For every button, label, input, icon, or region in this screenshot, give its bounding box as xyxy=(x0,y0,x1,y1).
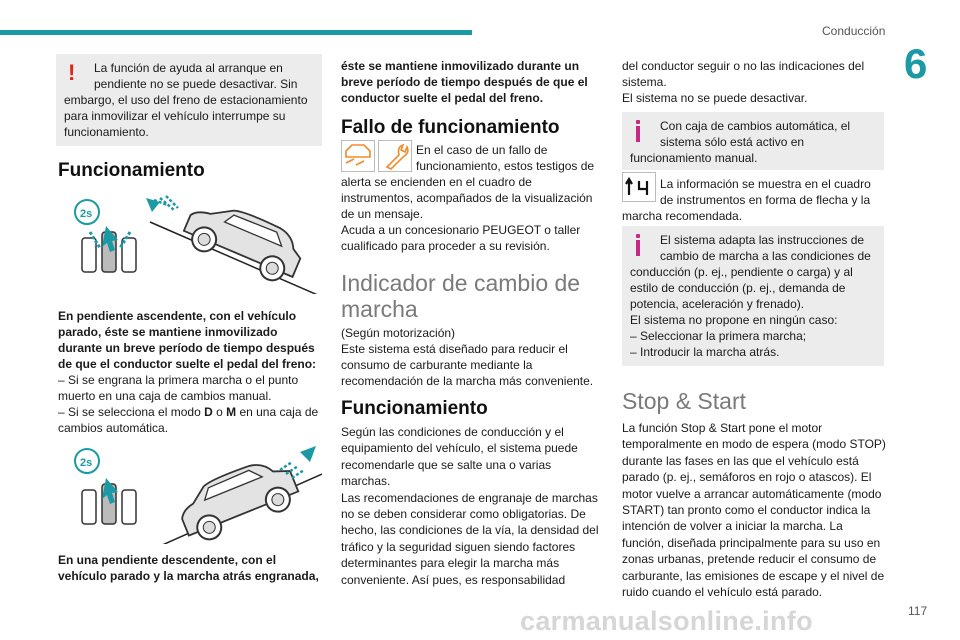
header-accent-bar xyxy=(0,30,472,35)
heading-indicador: Indicador de cambio de marcha xyxy=(341,270,581,322)
info1-line-1: Con caja de cambios automática, el xyxy=(660,119,851,133)
chapter-number: 6 xyxy=(904,40,928,87)
gear-indicator-text: (Según motorización) Este sistema está diseñado para reducir el consumo de carburante mediante la recomendación de la marcha más conveniente. xyxy=(341,326,594,388)
mode-m-label: M xyxy=(226,405,237,419)
arrow-text-line-3: marcha recomendada. xyxy=(622,209,743,223)
downhill-condition: En una pendiente descendente, con el vehículo parado y la marcha atrás engranada, xyxy=(58,553,319,583)
uphill-item-auto-pre: – Si se selecciona el modo xyxy=(58,405,205,419)
warning-line-1: La función de ayuda al arranque en xyxy=(94,61,283,75)
uphill-illustration xyxy=(70,192,322,294)
gear-operation-text: Según las condiciones de conducción y el equipamiento del vehículo, el sistema puede recomendarle que se salte una o varias marchas. Las recomendaciones de engranaje de marchas no se deben considerar como obligatorias. De hecho, las condiciones de la vía, la densidad del tráfico y la seguridad siguen siendo factores determinantes para elegir la marcha más conveniente. Así pues, es responsabilidad xyxy=(341,425,599,587)
uphill-condition: En pendiente ascendente, con el vehículo parado, éste se mantiene inmovilizado durante un breve período de tiempo después de que el conductor suelte el pedal del freno: xyxy=(58,309,317,371)
uphill-car-svg xyxy=(70,192,322,294)
warning-line-3: embargo, el uso del freno de estacionamiento xyxy=(64,93,308,107)
uphill-item-auto-post: en una caja de cambios automática. xyxy=(58,405,319,435)
fault-text: alerta se encienden en el cuadro de instrumentos, acompañados de la visualización de un mensaje. Acuda a un concesionario PEUGEOT o taller cualificado para proceder a su revisión. xyxy=(341,175,593,253)
svg-text:2s: 2s xyxy=(80,457,93,469)
info2-rest: conducción (p. ej., pendiente o carga) y al estilo de conducción (p. ej., demanda de potencia, aceleración y frenado). El sistema no propone en ningún caso: – Seleccionar la primera marcha; – Introducir la marcha atrás. xyxy=(630,265,853,359)
timer-badge-text: 2s xyxy=(80,208,93,220)
warning-box xyxy=(56,54,322,146)
watermark: carmanualsonline.info xyxy=(520,606,813,636)
heading-fallo: Fallo de funcionamiento xyxy=(341,117,560,138)
backward-roll-arrow-icon xyxy=(146,198,160,212)
heading-funcionamiento-1: Funcionamiento xyxy=(58,160,205,181)
warning-line-2: pendiente no se puede desactivar. Sin xyxy=(94,77,298,91)
info-icon-2 xyxy=(636,234,640,256)
page-number: 117 xyxy=(908,604,928,618)
info-box-automatic xyxy=(622,112,884,170)
gear-shift-arrow-icon xyxy=(622,172,656,202)
warning-line-5: funcionamiento. xyxy=(64,125,149,139)
forward-roll-arrow-icon xyxy=(300,446,316,462)
clutch-pedal-icon xyxy=(82,238,96,272)
info1-line-2: sistema sólo está activo en xyxy=(660,135,805,149)
uphill-item-automatic xyxy=(58,404,324,436)
arrow-text-line-2: de instrumentos en forma de flecha y la xyxy=(660,193,871,207)
info2-line-2: cambio de marcha a las condiciones de xyxy=(660,249,871,263)
info-box-adapt xyxy=(622,226,884,366)
downhill-car-svg xyxy=(70,444,322,544)
fault-text-line-1: En el caso de un fallo de xyxy=(416,143,548,157)
fault-text-line-2: funcionamiento, estos testigos de xyxy=(416,159,595,173)
section-title: Conducción xyxy=(822,24,886,38)
warning-exclamation-icon: ! xyxy=(68,60,76,85)
downhill-illustration xyxy=(70,444,322,544)
uphill-item-manual: – Si se engrana la primera marcha o el punto muerto en una caja de cambios manual. xyxy=(58,373,299,403)
info2-line-1: El sistema adapta las instrucciones de xyxy=(660,233,865,247)
heading-funcionamiento-2: Funcionamiento xyxy=(341,398,488,419)
car-uphill-shape xyxy=(179,193,308,288)
hold-continuation: éste se mantiene inmovilizado durante un breve período de tiempo después de que el conductor suelte el pedal del freno. xyxy=(341,59,588,105)
stop-start-text: La función Stop & Start pone el motor temporalmente en modo de espera (modo STOP) durante las fases en las que el vehículo está parado (p. ej., semáforos en rojo o atascos). El motor vuelve a arrancar automáticamente (modo START) tan pronto como el conductor indica la intención de volver a iniciar la marcha. La función, diseñada principalmente para su uso en zonas urbanas, pretende reducir el consumo de carburante, las emisiones de escape y el nivel de ruido cuando el vehículo está parado. xyxy=(622,421,886,600)
warning-line-4: para inmovilizar el vehículo interrumpe su xyxy=(64,109,286,123)
arrow-text-line-1: La información se muestra en el cuadro xyxy=(660,177,871,191)
service-wrench-icon xyxy=(378,140,412,172)
heading-stop-start: Stop & Start xyxy=(622,388,747,414)
gear-responsibility-text: del conductor seguir o no las indicaciones del sistema. El sistema no se puede desactivar. xyxy=(622,59,865,105)
mode-d-label: D xyxy=(204,405,213,419)
hill-assist-warning-icon xyxy=(341,140,375,172)
uphill-item-auto-mid: o xyxy=(212,405,227,419)
info-icon xyxy=(636,120,640,142)
info1-line-3: funcionamiento manual. xyxy=(630,151,758,165)
